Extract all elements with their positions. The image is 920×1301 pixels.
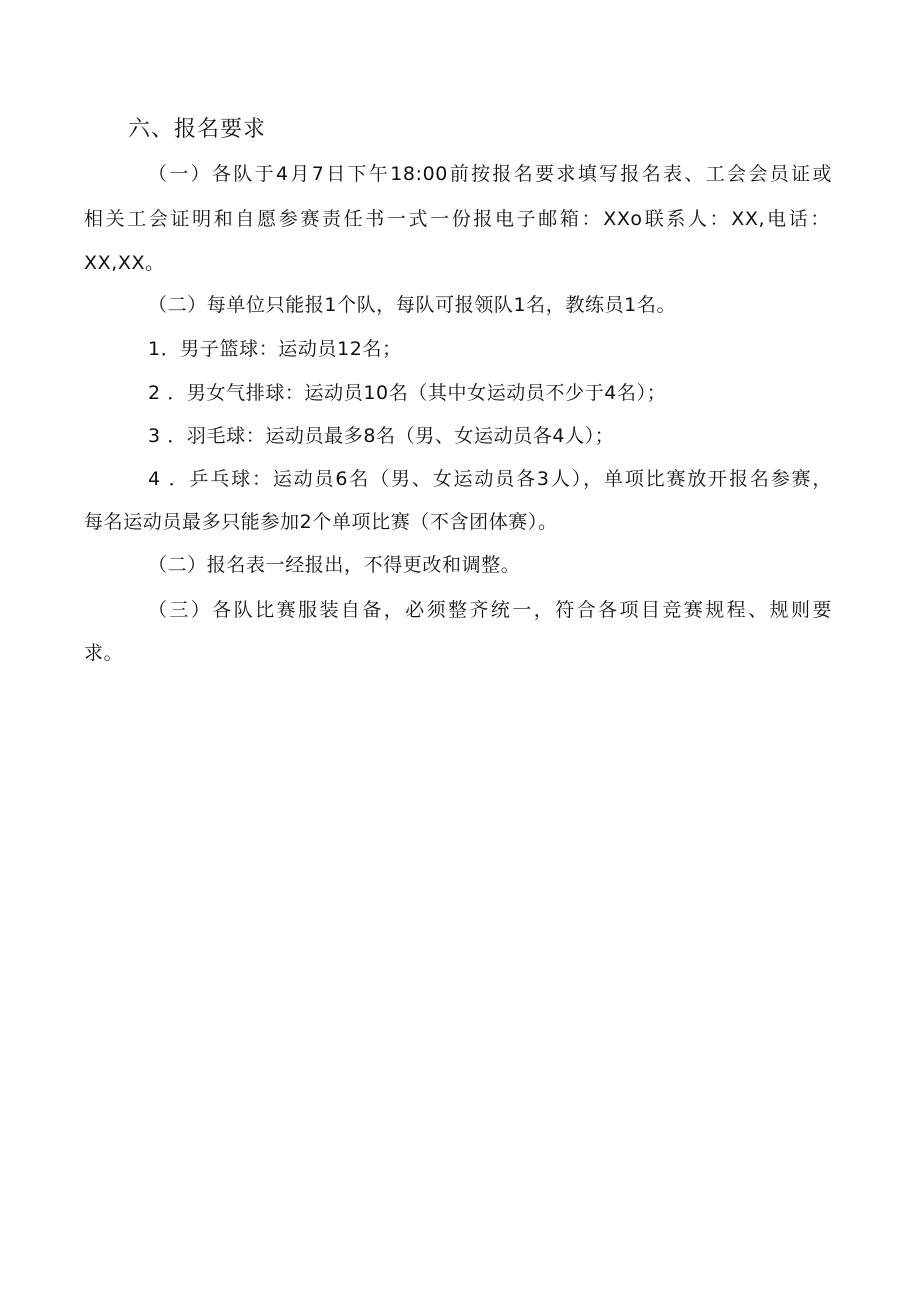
- paragraph-4-line-2: 求。: [84, 642, 124, 664]
- list-item-2: 2 ．男女气排球：运动员10名（其中女运动员不少于4名）；: [148, 382, 667, 404]
- list-item-4-line-2: 每名运动员最多只能参加2个单项比赛（不含团体赛）。: [84, 511, 558, 533]
- paragraph-3: （二）报名表一经报出，不得更改和调整。: [148, 554, 521, 576]
- list-item-3: 3 ．羽毛球：运动员最多8名（男、女运动员各4人）；: [148, 425, 615, 447]
- paragraph-1-line-3: XX,XX。: [84, 252, 165, 274]
- paragraph-2: （二）每单位只能报1个队，每队可报领队1名，教练员1名。: [148, 294, 677, 316]
- list-item-4-line-1: 4 ．乒乓球：运动员6名（男、女运动员各3人），单项比赛放开报名参赛，: [148, 468, 832, 490]
- list-item-1: 1．男子篮球：运动员12名；: [148, 338, 402, 360]
- paragraph-1-line-2: 相关工会证明和自愿参赛责任书一式一份报电子邮箱：XXo联系人：XX,电话：: [84, 208, 830, 230]
- section-heading: 六、报名要求: [128, 117, 267, 142]
- paragraph-4-line-1: （三）各队比赛服装自备，必须整齐统一，符合各项目竞赛规程、规则要: [148, 599, 832, 621]
- paragraph-1-line-1: （一）各队于4月7日下午18:00前按报名要求填写报名表、工会会员证或: [148, 163, 832, 185]
